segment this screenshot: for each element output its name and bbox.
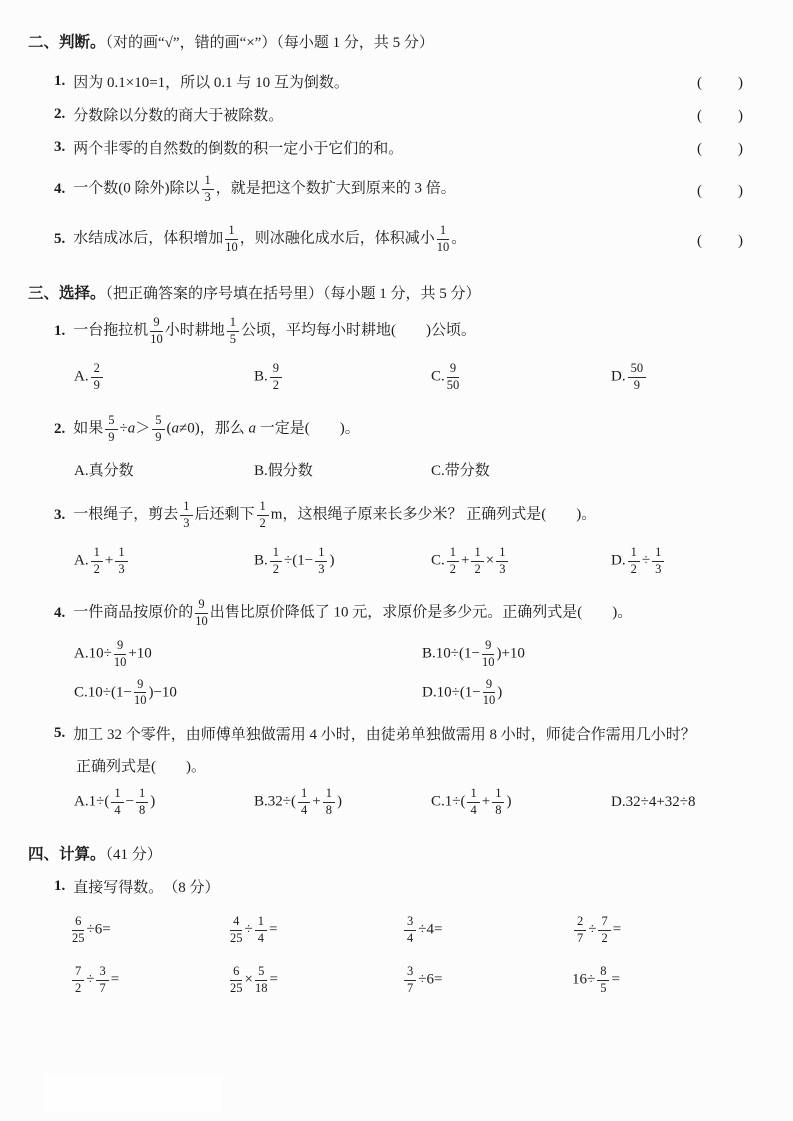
judge-item-5 <box>54 215 747 263</box>
option-a: A.10÷ $\frac{9}{10}$ +10 <box>74 638 152 669</box>
calc-expression: $\frac{2}{7}$ ÷ $\frac{7}{2}$ = <box>572 915 793 946</box>
option-c: C. $\frac{1}{2}$ + $\frac{1}{2}$ × $\frac{1}{3}$ <box>431 546 611 577</box>
choice-section-title: 三、选择。 <box>28 285 106 302</box>
item-number: 2. <box>54 420 66 437</box>
question-line <box>54 591 793 635</box>
judge-item-4 <box>54 165 747 213</box>
calc-expression: $\frac{4}{25}$ ÷ $\frac{1}{4}$ = <box>230 913 278 945</box>
item-text: 一个数(0 除外)除以 $\frac{1}{3}$ ，就是把这个数扩大到原来的 3 倍。 <box>73 172 456 204</box>
choice-item-1 <box>54 309 793 397</box>
calc-expression: $\frac{6}{25}$ ÷6= <box>72 913 111 945</box>
question-text: 一台拖拉机 $\frac{9}{10}$ 小时耕地 $\frac{1}{5}$ 公顷，平均每小时耕地( )公顷。 <box>73 314 477 346</box>
calc-section-header <box>28 842 793 864</box>
option-d: D. $\frac{50}{9}$ <box>611 362 793 393</box>
answer-bracket: ( ) <box>697 108 745 124</box>
calc-section-note: （41 分） <box>105 847 162 863</box>
calc-expression: $\frac{7}{2}$ ÷ $\frac{3}{7}$ = <box>70 965 228 996</box>
question-text: 如果 $\frac{5}{9}$ ÷a＞ $\frac{5}{9}$ (a≠0)，那么 a 一定是( )。 <box>73 412 360 444</box>
item-text: 分数除以分数的商大于被除数。 <box>73 108 284 124</box>
item-number: 2. <box>54 106 66 122</box>
options-grid <box>74 639 793 708</box>
choice-item-3 <box>54 493 793 581</box>
choice-item-2 <box>54 407 793 483</box>
item-text: 水结成冰后，体积增加 $\frac{1}{10}$ ，则冰融化成水后，体积减小 $\frac{1}{10}$ 。 <box>73 222 467 254</box>
option-b: B. $\frac{9}{2}$ <box>254 362 431 393</box>
question-text: 一件商品按原价的 $\frac{9}{10}$ 出售比原价降低了 10 元，求原价是多少元。正确列式是( )。 <box>73 596 633 628</box>
answer-bracket: ( ) <box>697 182 745 199</box>
item-number: 1. <box>54 73 66 89</box>
option-c: C.带分数 <box>431 462 490 479</box>
choice-section-header <box>28 281 793 303</box>
calc-expression: $\frac{3}{7}$ ÷6= <box>402 965 572 996</box>
answer-bracket: ( ) <box>697 232 745 249</box>
item-number: 3. <box>54 506 66 523</box>
option-c: C.1÷( $\frac{1}{4}$ + $\frac{1}{8}$ ) <box>431 785 512 817</box>
item-number: 4. <box>54 180 66 197</box>
question-line <box>54 309 793 353</box>
judge-item-list <box>28 66 793 263</box>
calc-row-1 <box>70 905 793 955</box>
item-number: 1. <box>54 322 66 339</box>
judge-item-3 <box>54 132 747 163</box>
item-number: 4. <box>54 604 66 621</box>
options-row <box>74 455 793 483</box>
item-number: 5. <box>54 724 66 741</box>
calc-subsection-label: 直接写得数。 <box>73 880 164 896</box>
option-b: B.32÷( $\frac{1}{4}$ + $\frac{1}{8}$ ) <box>254 785 342 817</box>
answer-bracket: ( ) <box>697 141 745 157</box>
judge-section-header <box>28 30 793 52</box>
option-a: A.真分数 <box>74 462 134 479</box>
judge-item-2 <box>54 99 747 130</box>
option-b: B.假分数 <box>254 462 313 479</box>
option-c: C. $\frac{9}{50}$ <box>431 360 460 392</box>
item-text: 因为 0.1×10=1，所以 0.1 与 10 互为倒数。 <box>73 75 349 91</box>
question-line <box>54 407 793 451</box>
scan-artifact-box <box>45 1075 222 1113</box>
calc-subsection-header <box>54 876 793 897</box>
calc-expression: $\frac{3}{4}$ ÷4= <box>402 915 572 946</box>
options-row <box>74 541 793 581</box>
calc-expression: 16÷ $\frac{8}{5}$ = <box>572 963 620 995</box>
question-line <box>54 718 793 748</box>
choice-item-5 <box>54 718 793 822</box>
choice-section-note: （把正确答案的序号填在括号里）（每小题 1 分，共 5 分） <box>105 286 481 302</box>
answer-bracket: ( ) <box>697 75 745 91</box>
judge-item-1 <box>54 66 747 97</box>
question-text: 一根绳子，剪去 $\frac{1}{3}$ 后还剩下 $\frac{1}{2}$ m，这根绳子原来长多少米？ 正确列式是( )。 <box>73 498 597 530</box>
question-text: 加工 32 个零件，由师傅单独做需用 4 小时，由徒弟单独做需用 8 小时，师徒合作需用几小时？ <box>73 726 696 743</box>
calc-row-2 <box>70 955 793 1005</box>
calc-section-title: 四、计算。 <box>28 846 106 863</box>
judge-section-note: （对的画“√”，错的画“×”）（每小题 1 分，共 5 分） <box>105 35 434 51</box>
option-b: B.10÷(1− $\frac{9}{10}$ )+10 <box>422 638 525 669</box>
calc-subsection-note: （8 分） <box>163 880 220 896</box>
choice-item-4 <box>54 591 793 708</box>
option-d: D. $\frac{1}{2}$ ÷ $\frac{1}{3}$ <box>611 546 793 577</box>
option-c: C.10÷(1− $\frac{9}{10}$ )−10 <box>74 676 177 708</box>
options-row <box>74 357 793 397</box>
item-text: 两个非零的自然数的倒数的积一定小于它们的和。 <box>73 141 404 157</box>
item-number: 1. <box>54 878 66 894</box>
option-a: A. $\frac{2}{9}$ <box>74 362 254 393</box>
option-b: B. $\frac{1}{2}$ ÷(1− $\frac{1}{3}$ ) <box>254 544 335 576</box>
option-a: A.1÷( $\frac{1}{4}$ − $\frac{1}{8}$ ) <box>74 785 156 817</box>
item-number: 3. <box>54 139 66 155</box>
option-a: A. $\frac{1}{2}$ + $\frac{1}{3}$ <box>74 546 254 577</box>
option-d: D.10÷(1− $\frac{9}{10}$ ) <box>422 676 503 708</box>
question-text: 正确列式是( )。 <box>76 758 206 775</box>
item-number: 5. <box>54 230 66 247</box>
calc-expression: $\frac{6}{25}$ × $\frac{5}{18}$ = <box>230 963 278 995</box>
option-d: D.32÷4+32÷8 <box>611 793 696 810</box>
question-line <box>54 493 793 537</box>
question-line-2 <box>76 752 793 778</box>
judge-section-title: 二、判断。 <box>28 34 106 51</box>
options-row <box>74 782 793 822</box>
